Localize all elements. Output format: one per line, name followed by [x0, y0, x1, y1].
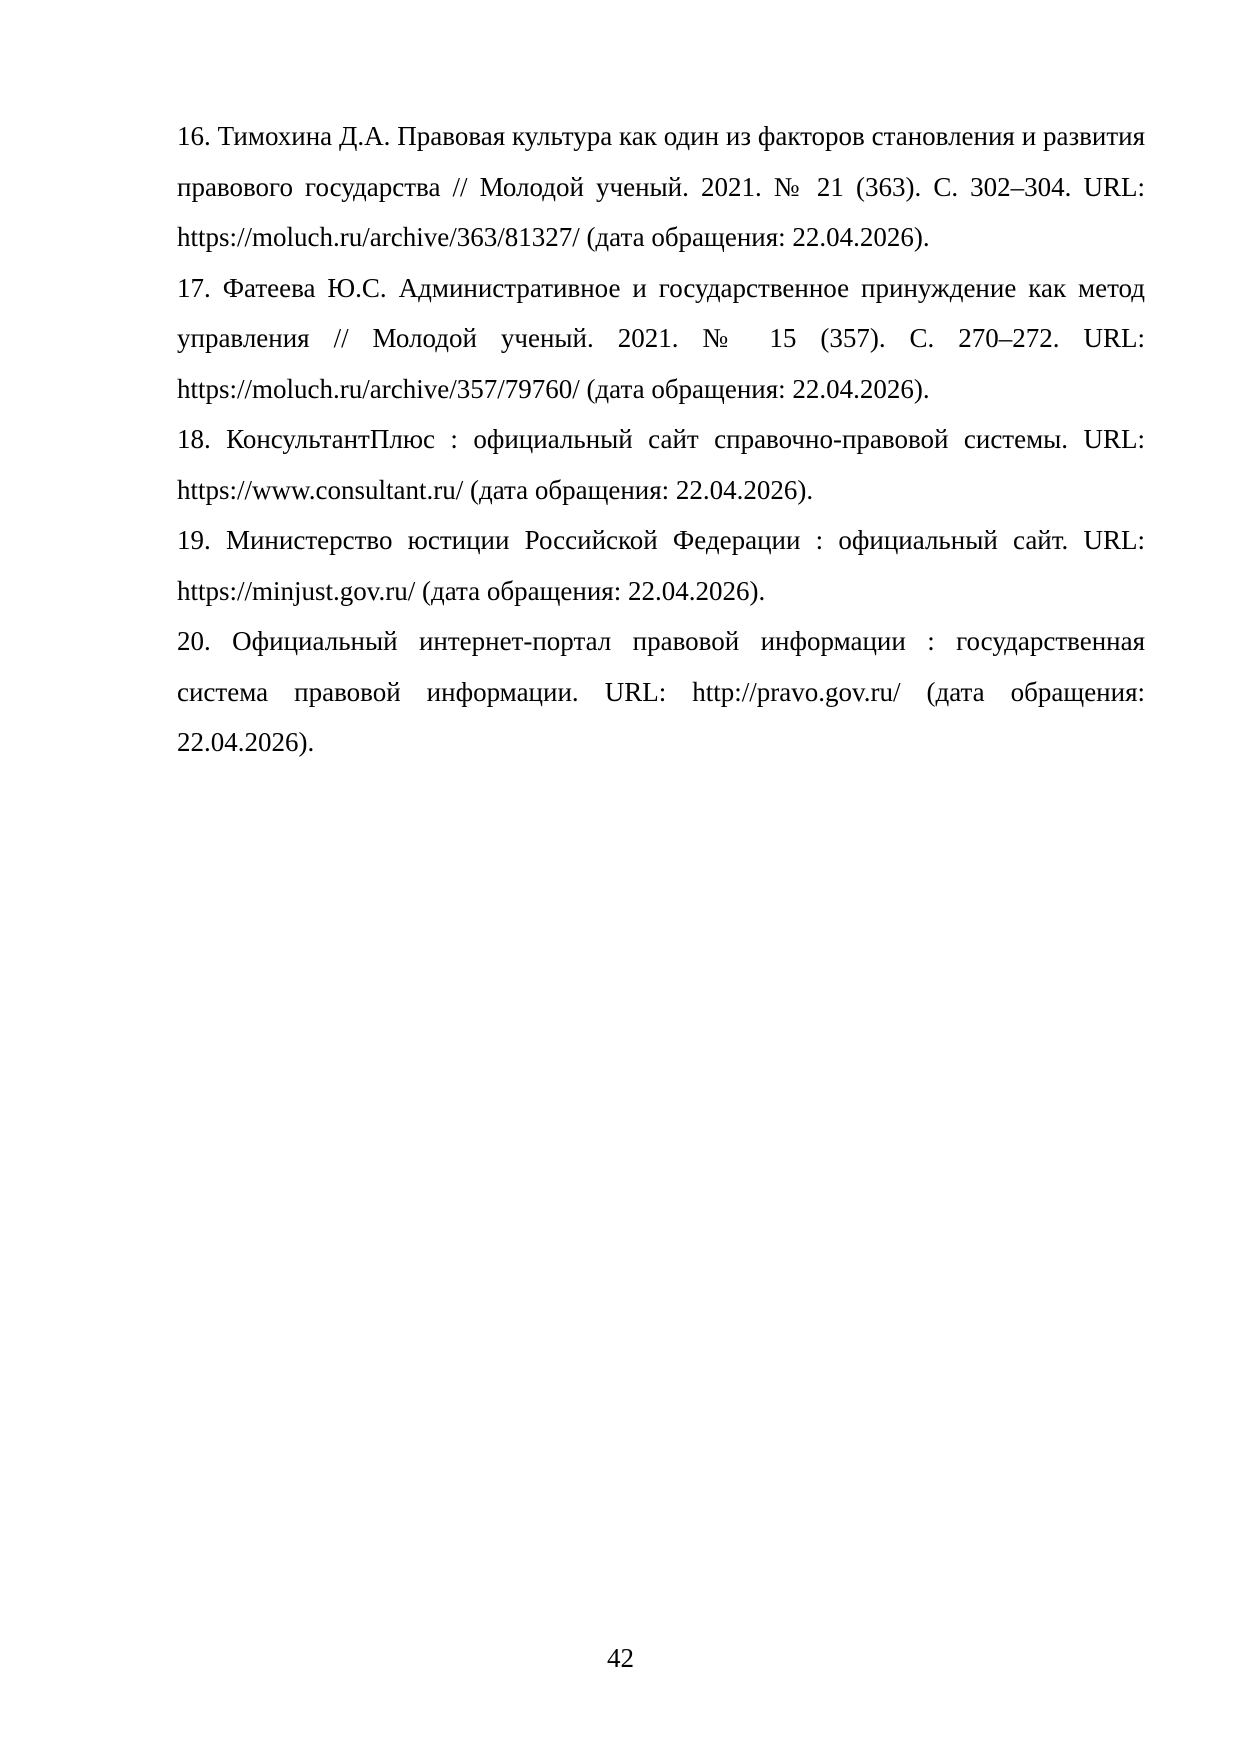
- reference-item-18: 18. КонсультантПлюс : официальный сайт справочно-правовой системы. URL: https://www.consultant.ru/ (дата обращения: 22.04.2026).: [177, 424, 1145, 505]
- reference-item-20: 20. Официальный интернет-портал правовой информации : государственная система правовой информации. URL: http://pravo.gov.ru/ (дата обращения: 22.04.2026).: [177, 626, 1145, 757]
- reference-item-16: 16. Тимохина Д.А. Правовая культура как один из факторов становления и развития правового государства // Молодой ученый. 2021. № 21 (363). С. 302–304. URL: https://moluch.ru/archive/363/81327/ (дата обращения: 22.04.2026).: [177, 121, 1145, 252]
- reference-item-19: 19. Министерство юстиции Российской Федерации : официальный сайт. URL: https://minjust.gov.ru/ (дата обращения: 22.04.2026).: [177, 525, 1145, 606]
- page-number: 42: [607, 1643, 634, 1673]
- reference-list: [177, 111, 1145, 768]
- reference-item-17: 17. Фатеева Ю.С. Административное и государственное принуждение как метод управления // Молодой ученый. 2021. № 15 (357). С. 270–272. URL: https://moluch.ru/archive/357/79760/ (дата обращения: 22.04.2026).: [177, 272, 1145, 404]
